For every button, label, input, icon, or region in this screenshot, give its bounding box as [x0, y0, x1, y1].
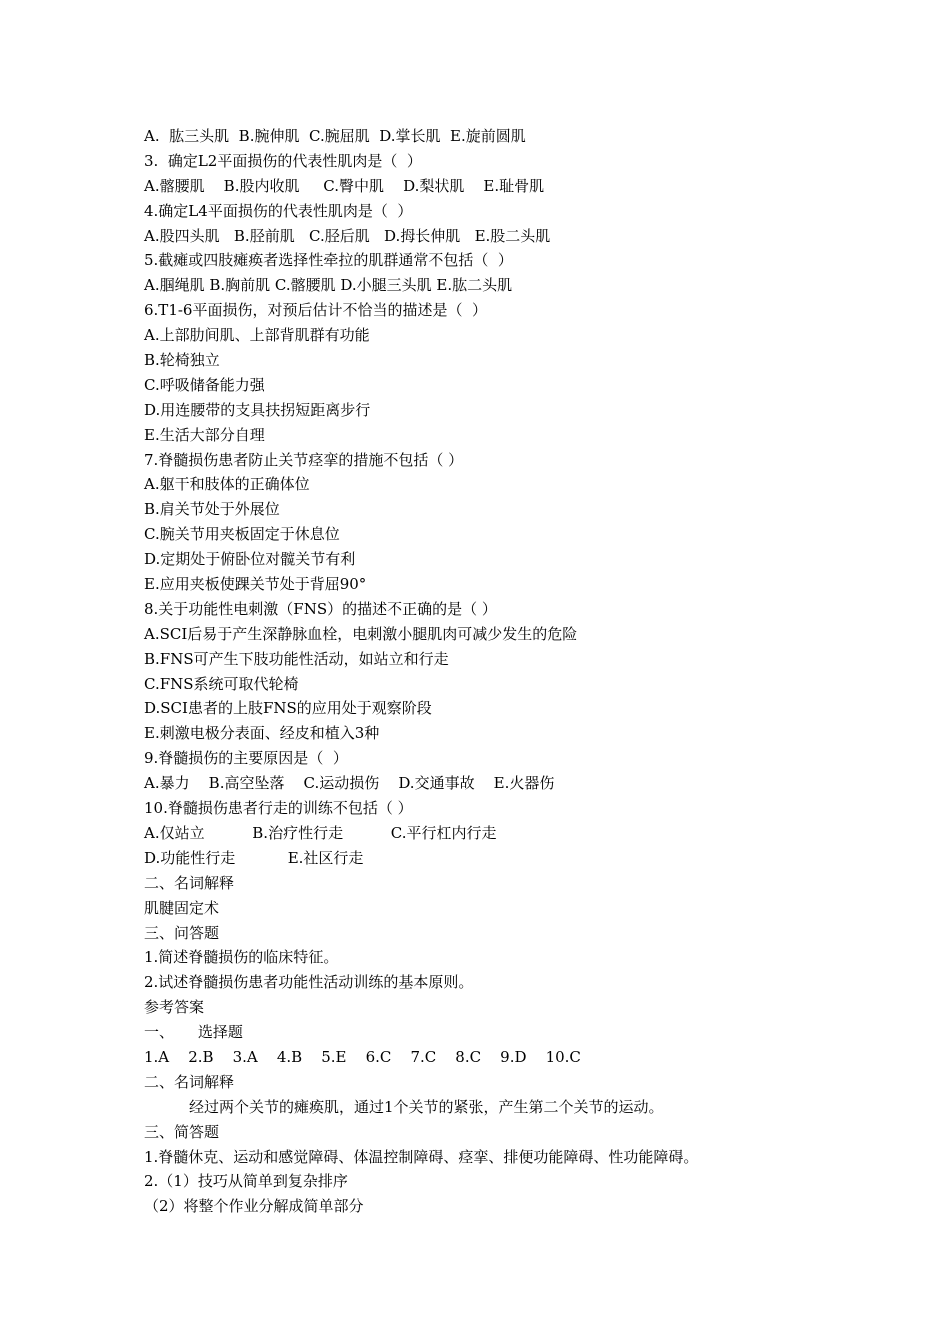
option-line: B.肩关节处于外展位	[144, 500, 280, 519]
section-heading: 二、名词解释	[144, 1072, 235, 1091]
option-line: D.SCI患者的上肢FNS的应用处于观察阶段	[144, 699, 432, 718]
document-body	[144, 124, 824, 1219]
term-answer: 经过两个关节的瘫痪肌，通过1个关节的紧张，产生第二个关节的运动。	[189, 1097, 664, 1116]
term-item: 肌腱固定术	[144, 898, 220, 917]
option-line: C.腕关节用夹板固定于休息位	[144, 525, 340, 544]
question-4: 4.确定L4平面损伤的代表性肌肉是（ ）	[144, 201, 413, 220]
section-heading: 一、 选择题	[144, 1023, 243, 1042]
question-7: 7.脊髓损伤患者防止关节痉挛的措施不包括（ ）	[144, 450, 464, 469]
essay-answer: （2）将整个作业分解成简单部分	[144, 1197, 364, 1216]
option-line: D.功能性行走 E.社区行走	[144, 848, 364, 867]
question-5: 5.截瘫或四肢瘫痪者选择性牵拉的肌群通常不包括（ ）	[144, 251, 513, 270]
option-line: A.SCI后易于产生深静脉血栓，电刺激小腿肌肉可减少发生的危险	[144, 624, 578, 643]
option-line: A.髂腰肌 B.股内收肌 C.臀中肌 D.梨状肌 E.耻骨肌	[144, 176, 545, 195]
section-heading: 三、简答题	[144, 1122, 220, 1141]
option-line: D.用连腰带的支具扶拐短距离步行	[144, 400, 371, 419]
question-10: 10.脊髓损伤患者行走的训练不包括（ ）	[144, 799, 413, 818]
option-line: A.上部肋间肌、上部背肌群有功能	[144, 326, 370, 345]
option-line: B.FNS可产生下肢功能性活动，如站立和行走	[144, 649, 449, 668]
essay-question: 1.简述脊髓损伤的临床特征。	[144, 948, 339, 967]
option-line: B.轮椅独立	[144, 351, 220, 370]
question-3: 3. 确定L2平面损伤的代表性肌肉是（ ）	[144, 151, 422, 170]
option-line: E.生活大部分自理	[144, 425, 265, 444]
option-line: C.FNS系统可取代轮椅	[144, 674, 299, 693]
essay-answer: 2.（1）技巧从简单到复杂排序	[144, 1172, 348, 1191]
question-9: 9.脊髓损伤的主要原因是（ ）	[144, 749, 348, 768]
option-line: A.股四头肌 B.胫前肌 C.胫后肌 D.拇长伸肌 E.股二头肌	[144, 226, 551, 245]
option-line: A.腘绳肌 B.胸前肌 C.髂腰肌 D.小腿三头肌 E.肱二头肌	[144, 276, 513, 295]
essay-question: 2.试述脊髓损伤患者功能性活动训练的基本原则。	[144, 973, 474, 992]
answer-heading: 参考答案	[144, 998, 205, 1017]
option-line: C.呼吸储备能力强	[144, 375, 265, 394]
option-line: E.应用夹板使踝关节处于背屈90°	[144, 575, 367, 594]
option-line: A.仅站立 B.治疗性行走 C.平行杠内行走	[144, 823, 497, 842]
option-line: E.刺激电极分表面、经皮和植入3种	[144, 724, 380, 743]
question-8: 8.关于功能性电刺激（FNS）的描述不正确的是（ ）	[144, 599, 497, 618]
option-line: A. 肱三头肌 B.腕伸肌 C.腕屈肌 D.掌长肌 E.旋前圆肌	[144, 127, 526, 145]
option-line: A.暴力 B.高空坠落 C.运动损伤 D.交通事故 E.火器伤	[144, 774, 555, 793]
section-heading: 三、问答题	[144, 923, 220, 942]
essay-answer: 1.脊髓休克、运动和感觉障碍、体温控制障碍、痉挛、排便功能障碍、性功能障碍。	[144, 1147, 699, 1166]
section-heading: 二、名词解释	[144, 873, 235, 892]
answer-key: 1.A 2.B 3.A 4.B 5.E 6.C 7.C 8.C 9.D 10.C	[144, 1047, 581, 1066]
option-line: A.躯干和肢体的正确体位	[144, 475, 310, 494]
option-line: D.定期处于俯卧位对髋关节有利	[144, 550, 356, 569]
question-6: 6.T1-6平面损伤，对预后估计不恰当的描述是（ ）	[144, 301, 488, 320]
